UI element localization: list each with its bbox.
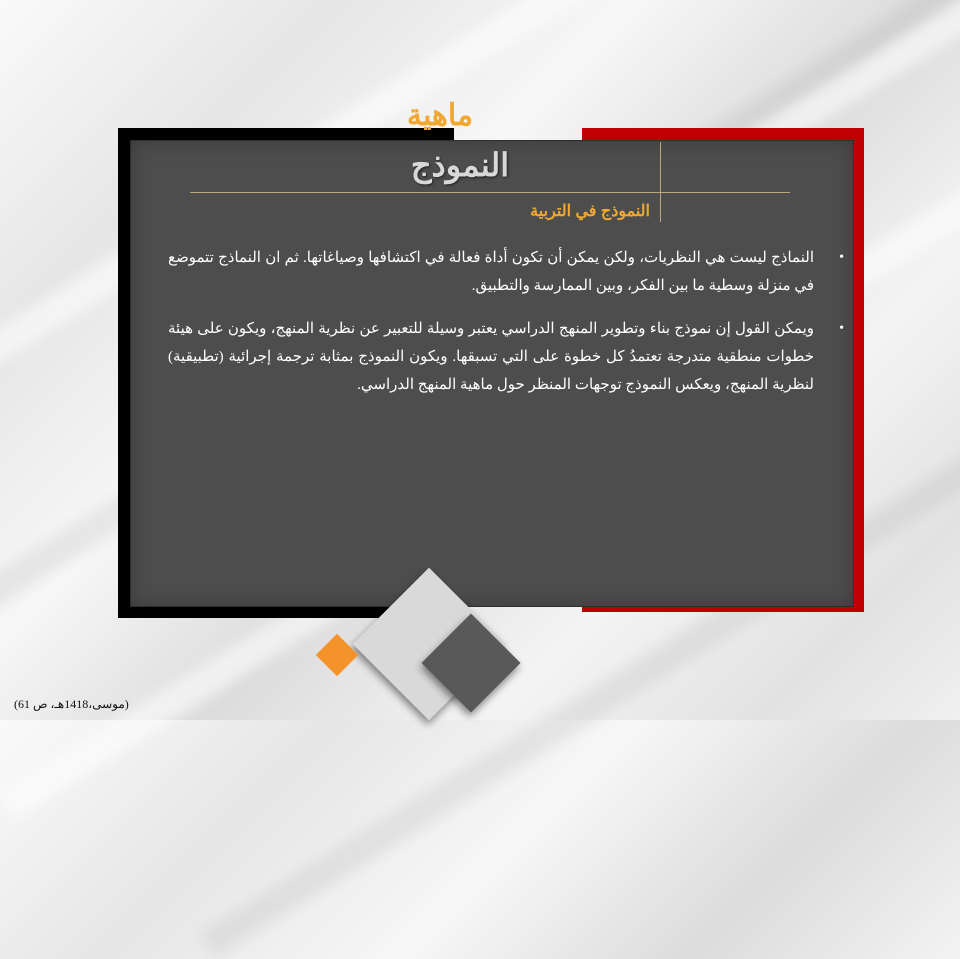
bullet-dot-icon: • [839, 250, 844, 265]
bullet-item [168, 244, 846, 300]
slide-title-line2: النموذج [410, 146, 510, 184]
citation-text: (موسى،1418هـ، ص 61) [14, 697, 129, 711]
slide-title-line1: ماهية [406, 98, 474, 133]
bullet-list [168, 244, 846, 414]
bullet-text: النماذج ليست هي النظريات، ولكن يمكن أن تكون أداة فعالة في اكتشافها وصياغاتها. ثم ان النماذج تتموضع في منزلة وسطية ما بين الفكر، وبين الممارسة والتطبيق. [168, 250, 814, 294]
title-divider-horizontal [190, 192, 790, 193]
slide-subtitle: النموذج في التربية [530, 203, 650, 220]
bullet-item [168, 315, 846, 399]
decorative-square-orange [316, 634, 358, 676]
bullet-dot-icon: • [839, 321, 844, 336]
title-divider-vertical [660, 142, 661, 222]
bullet-text: ويمكن القول إن نموذج بناء وتطوير المنهج الدراسي يعتبر وسيلة للتعبير عن نظرية المنهج، ويكون على هيئة خطوات منطقية متدرجة تعتمدُ كل خطوة على التي تسبقها. ويكون النموذج بمثابة ترجمة إجرائية (تطبيقية) لنظرية المنهج، ويعكس النموذج توجهات المنظر حول ماهية المنهج الدراسي. [168, 321, 814, 393]
